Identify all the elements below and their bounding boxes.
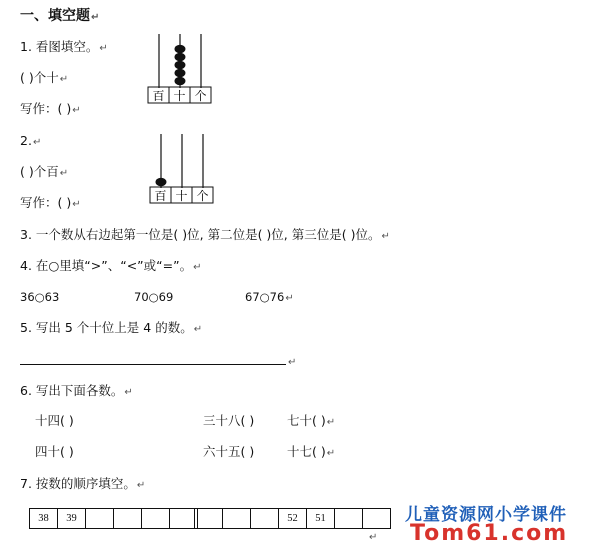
question-7-prompt: 7. 按数的顺序填空。↵ [20, 476, 146, 491]
sequence-cell [250, 508, 279, 529]
abacus-label-hundreds: 百 [152, 89, 165, 103]
question-2-write: 写作：( )↵ [20, 195, 81, 210]
abacus-bead [175, 53, 186, 62]
section-title: 一、填空题↵ [20, 8, 100, 24]
compare-item-3: 67○76↵ [245, 290, 294, 304]
number-item-3: 七十( )↵ [287, 413, 336, 428]
question-5: 5. 写出 5 个十位上是 4 的数。↵ [20, 320, 203, 335]
abacus-bead [156, 178, 167, 187]
abacus-label-hundreds: 百 [154, 189, 167, 203]
sequence-row-2 [194, 508, 391, 529]
abacus-label-tens: 十 [175, 189, 188, 203]
abacus-label-ones: 个 [196, 189, 209, 203]
sequence-cell: 39 [57, 508, 86, 529]
number-item-1: 十四( ) [35, 413, 74, 428]
sequence-cell [141, 508, 170, 529]
abacus-figure-2 [147, 130, 217, 206]
compare-item-2: 70○69 [134, 290, 174, 304]
question-3: 3. 一个数从右边起第一位是( )位, 第二位是( )位, 第三位是( )位。↵ [20, 227, 390, 242]
question-2-blank: ( )个百↵ [20, 164, 69, 179]
sequence-cell: 52 [278, 508, 307, 529]
number-item-5: 六十五( ) [203, 444, 255, 459]
abacus-label-tens: 十 [173, 89, 186, 103]
question-6-prompt: 6. 写出下面各数。↵ [20, 383, 133, 398]
answer-line-return: ↵ [288, 357, 297, 368]
question-1-blank: ( )个十↵ [20, 70, 69, 85]
watermark-url: Tom61.com [410, 521, 569, 546]
question-1-write: 写作：( )↵ [20, 101, 81, 116]
sequence-cell: 38 [29, 508, 58, 529]
abacus-bead [175, 77, 186, 86]
abacus-bead [175, 69, 186, 78]
question-2-prompt: 2.↵ [20, 133, 42, 148]
final-return-mark: ↵ [369, 532, 378, 543]
sequence-cell [194, 508, 223, 529]
watermark-site-name: 儿童资源网小学课件 [405, 505, 567, 525]
compare-item-1: 36○63 [20, 290, 60, 304]
sequence-cell [222, 508, 251, 529]
question-1-prompt: 1. 看图填空。↵ [20, 39, 108, 54]
sequence-cell [334, 508, 363, 529]
number-item-6: 十七( )↵ [287, 444, 336, 459]
abacus-label-ones: 个 [194, 89, 207, 103]
sequence-cell: 51 [306, 508, 335, 529]
number-item-4: 四十( ) [35, 444, 74, 459]
sequence-cell [85, 508, 114, 529]
abacus-bead [175, 45, 186, 54]
abacus-figure-1 [145, 30, 215, 106]
sequence-cell [362, 508, 391, 529]
question-4-prompt: 4. 在○里填“>”、“<”或“=”。↵ [20, 258, 202, 273]
number-item-2: 三十八( ) [203, 413, 255, 428]
sequence-cell [113, 508, 142, 529]
abacus-bead [175, 61, 186, 70]
sequence-row-1 [29, 508, 198, 529]
answer-line [20, 364, 286, 365]
